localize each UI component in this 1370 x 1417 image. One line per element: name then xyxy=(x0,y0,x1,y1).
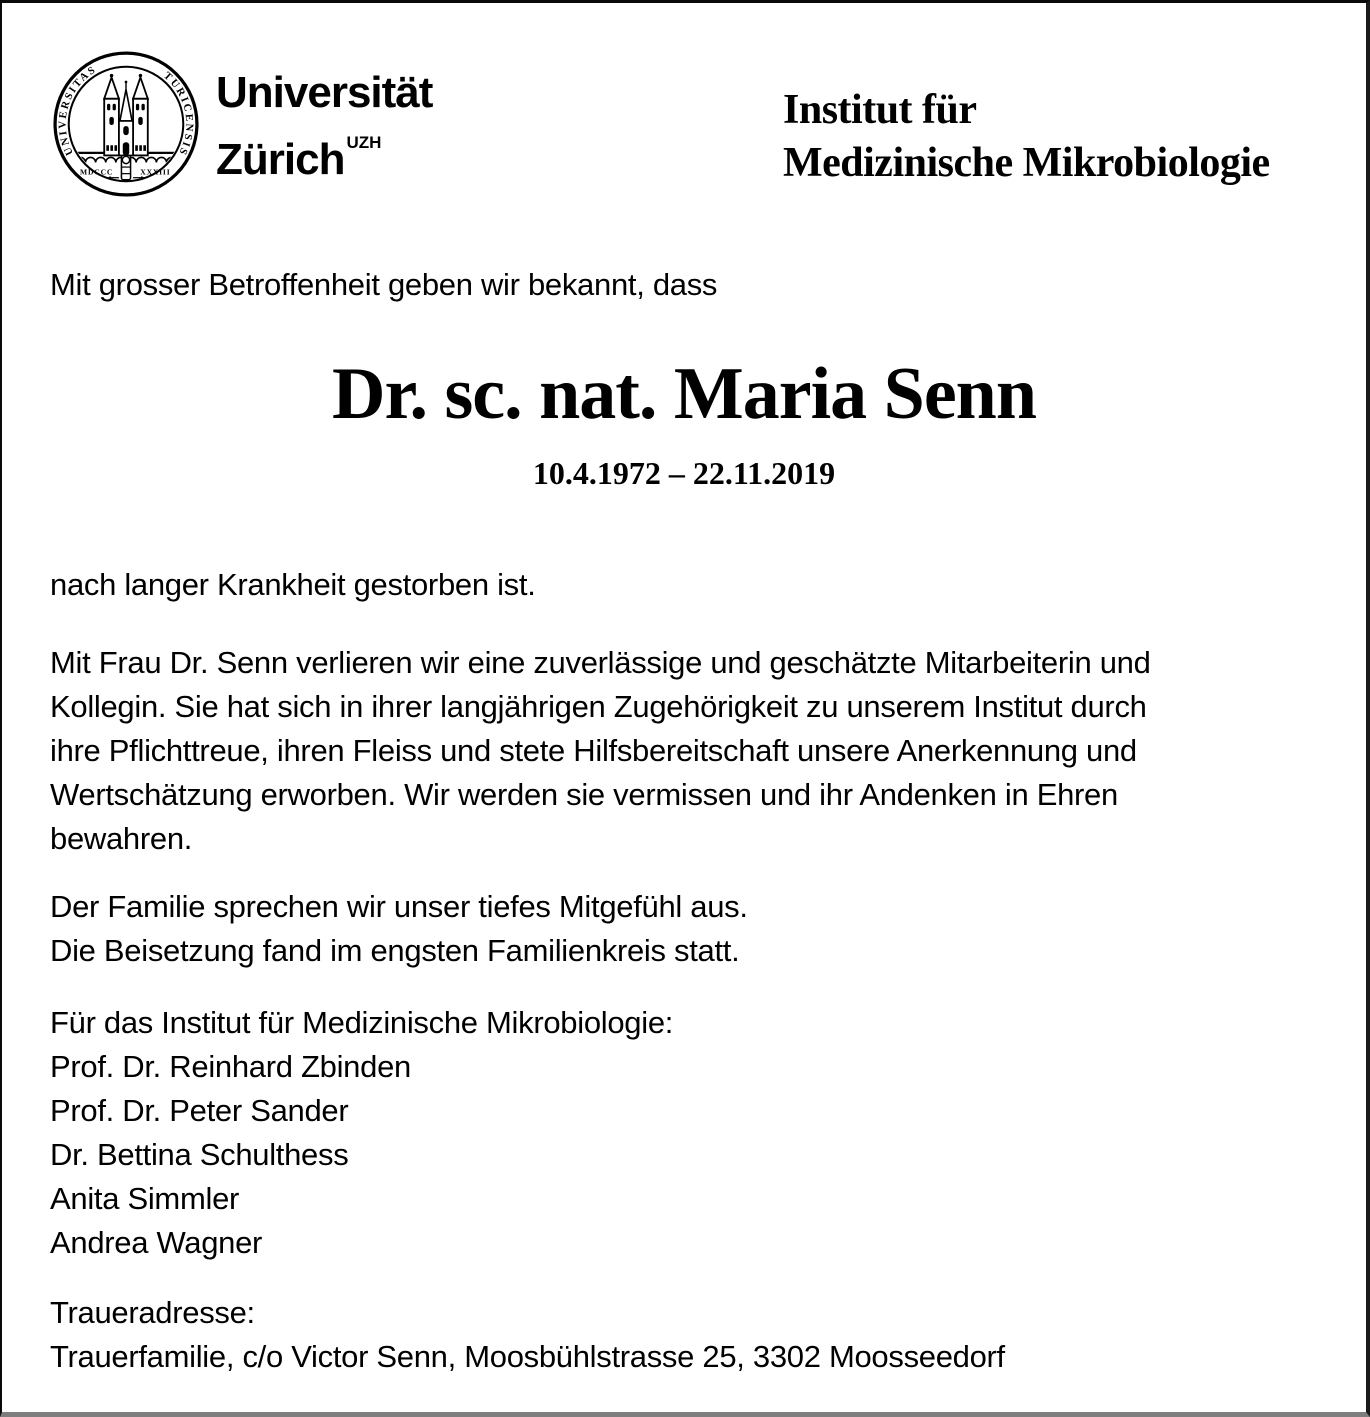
uzh-seal-icon xyxy=(50,48,202,200)
signatories-block xyxy=(50,1001,1318,1265)
seal-ring-text-left: UNIVERSITAS xyxy=(57,64,99,157)
tribute-line: ihre Pflichttreue, ihren Fleiss und stete Hilfsbereitschaft unsere Anerkennung und xyxy=(50,733,1137,768)
tribute-line: Wertschätzung erworben. Wir werden sie vermissen und ihr Andenken in Ehren xyxy=(50,777,1118,812)
death-statement: nach langer Krankheit gestorben ist. xyxy=(50,567,536,602)
institute-line1: Institut für xyxy=(783,87,977,133)
condolence-line: Der Familie sprechen wir unser tiefes Mitgefühl aus. xyxy=(50,889,748,924)
uzh-wordmark xyxy=(216,68,432,185)
mourning-address-block xyxy=(50,1291,1318,1379)
signatory-name: Andrea Wagner xyxy=(50,1225,263,1260)
tribute-line: Mit Frau Dr. Senn verlieren wir eine zuverlässige und geschätzte Mitarbeiterin und xyxy=(50,645,1151,680)
signatory-name: Prof. Dr. Peter Sander xyxy=(50,1093,349,1128)
uzh-logo xyxy=(50,48,432,200)
mourning-address-label: Traueradresse: xyxy=(50,1295,255,1330)
seal-year-right: XXXIII xyxy=(140,167,171,177)
seal-ring-text-right: TURICENSIS xyxy=(161,70,195,158)
life-dates: 10.4.1972 – 22.11.2019 xyxy=(532,455,836,491)
mourning-address: Trauerfamilie, c/o Victor Senn, Moosbühlstrasse 25, 3302 Moosseedorf xyxy=(50,1339,1005,1374)
tribute-line: bewahren. xyxy=(50,821,193,856)
seal-year-left: MDCCC xyxy=(80,167,114,177)
header xyxy=(50,48,1318,210)
signatory-name: Prof. Dr. Reinhard Zbinden xyxy=(50,1049,411,1084)
tribute-line: Kollegin. Sie hat sich in ihrer langjährigen Zugehörigkeit zu unserem Institut durch xyxy=(50,689,1147,724)
signatory-name: Anita Simmler xyxy=(50,1181,240,1216)
deceased-name: Dr. sc. nat. Maria Senn xyxy=(332,353,1036,435)
institute-line2: Medizinische Mikrobiologie xyxy=(783,140,1270,186)
wordmark-sup-uzh: UZH xyxy=(346,133,382,152)
intro-text: Mit grosser Betroffenheit geben wir bekannt, dass xyxy=(50,267,718,302)
condolence-line: Die Beisetzung fand im engsten Familienkreis statt. xyxy=(50,933,740,968)
wordmark-line1: Universität xyxy=(216,68,433,117)
wordmark-line2: Zürich $^{UZH}$ xyxy=(216,133,382,184)
signatory-name: Dr. Bettina Schulthess xyxy=(50,1137,349,1172)
institute-name xyxy=(783,84,1270,190)
condolence-paragraph xyxy=(50,885,1318,973)
tribute-paragraph xyxy=(50,641,1318,861)
signatories-heading: Für das Institut für Medizinische Mikrobiologie: xyxy=(50,1005,674,1040)
